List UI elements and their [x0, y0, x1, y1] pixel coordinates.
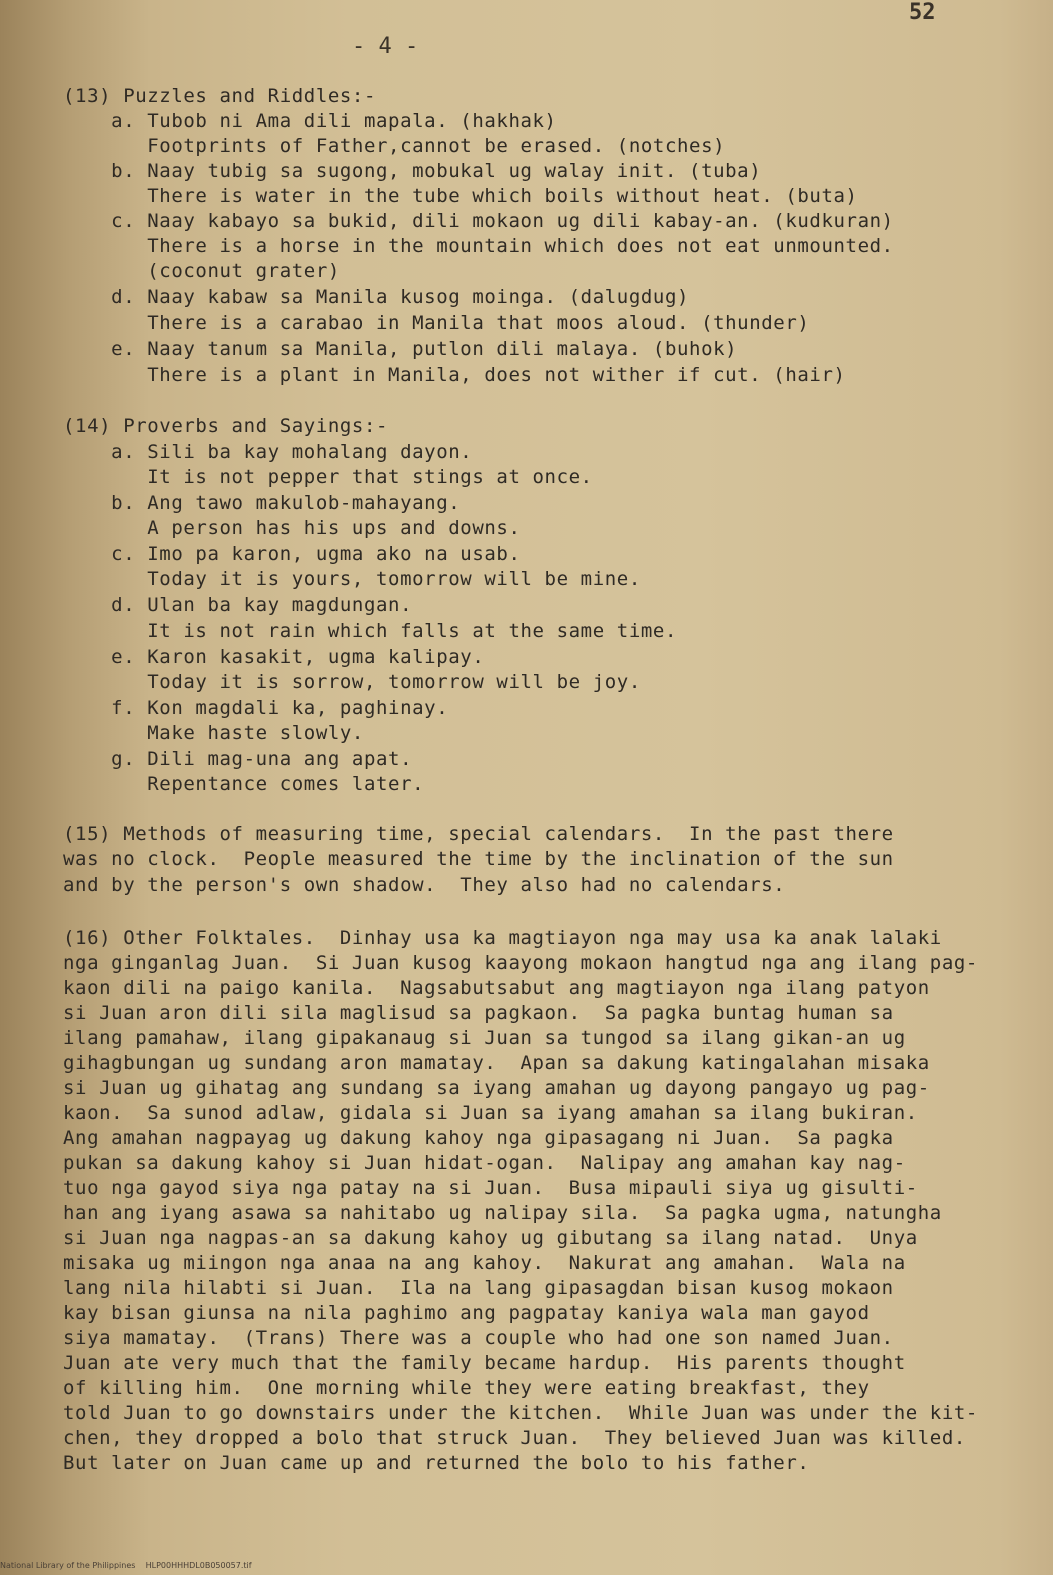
text-line: (14) Proverbs and Sayings:- — [63, 415, 389, 437]
text-line: e. Naay tanum sa Manila, putlon dili malaya. (buhok) — [63, 338, 738, 360]
text-line: and by the person's own shadow. They also had no calendars. — [63, 874, 786, 896]
text-line: pukan sa dakung kahoy si Juan hidat-ogan. Nalipay ang amahan kay nag- — [63, 1152, 906, 1174]
text-line: Today it is yours, tomorrow will be mine. — [63, 568, 641, 590]
text-line: chen, they dropped a bolo that struck Juan. They believed Juan was killed. — [63, 1427, 966, 1449]
text-line: si Juan nga nagpas-an sa dakung kahoy ug gibutang sa ilang natad. Unya — [63, 1227, 918, 1249]
text-line: Juan ate very much that the family became hardup. His parents thought — [63, 1352, 906, 1374]
footer-caption: National Library of the Philippines HLP00HHHDL0B050057.tif — [0, 1561, 252, 1570]
text-line: told Juan to go downstairs under the kitchen. While Juan was under the kit- — [63, 1402, 978, 1424]
text-line: d. Ulan ba kay magdungan. — [63, 594, 413, 616]
text-line: (16) Other Folktales. Dinhay usa ka magtiayon nga may usa ka anak lalaki — [63, 927, 942, 949]
text-line: There is a horse in the mountain which does not eat unmounted. — [63, 235, 894, 257]
text-line: kaon. Sa sunod adlaw, gidala si Juan sa iyang amahan sa ilang bukiran. — [63, 1102, 918, 1124]
text-line: Footprints of Father,cannot be erased. (notches) — [63, 135, 726, 157]
text-line: Make haste slowly. — [63, 722, 364, 744]
text-line: a. Tubob ni Ama dili mapala. (hakhak) — [63, 110, 557, 132]
text-line: siya mamatay. (Trans) There was a couple who had one son named Juan. — [63, 1327, 894, 1349]
text-line: (15) Methods of measuring time, special calendars. In the past there — [63, 823, 894, 845]
text-line: a. Sili ba kay mohalang dayon. — [63, 441, 473, 463]
text-line: nga ginganlag Juan. Si Juan kusog kaayong mokaon hangtud nga ang ilang pag- — [63, 952, 978, 974]
text-line: (coconut grater) — [63, 260, 340, 282]
section-marker: - 4 - — [352, 34, 419, 59]
text-line: han ang iyang asawa sa nahitabo ug nalipay sila. Sa pagka ugma, natungha — [63, 1202, 942, 1224]
text-line: si Juan ug gihatag ang sundang sa iyang amahan ug dayong pangayo ug pag- — [63, 1077, 930, 1099]
text-line: c. Imo pa karon, ugma ako na usab. — [63, 543, 521, 565]
text-line: There is a plant in Manila, does not wither if cut. (hair) — [63, 364, 846, 386]
text-line: d. Naay kabaw sa Manila kusog moinga. (dalugdug) — [63, 286, 690, 308]
text-line: c. Naay kabayo sa bukid, dili mokaon ug dili kabay-an. (kudkuran) — [63, 210, 894, 232]
text-line: Repentance comes later. — [63, 773, 425, 795]
text-line: tuo nga gayod siya nga patay na si Juan. Busa mipauli siya ug gisulti- — [63, 1177, 918, 1199]
text-line: Today it is sorrow, tomorrow will be joy. — [63, 671, 641, 693]
text-line: There is a carabao in Manila that moos aloud. (thunder) — [63, 312, 810, 334]
text-line: lang nila hilabti si Juan. Ila na lang gipasagdan bisan kusog mokaon — [63, 1277, 894, 1299]
page-number: 52 — [909, 0, 936, 25]
text-line: ilang pamahaw, ilang gipakanaug si Juan sa tungod sa ilang gikan-an ug — [63, 1027, 906, 1049]
text-line: Ang amahan nagpayag ug dakung kahoy nga gipasagang ni Juan. Sa pagka — [63, 1127, 894, 1149]
text-line: of killing him. One morning while they were eating breakfast, they — [63, 1377, 870, 1399]
text-line: gihagbungan ug sundang aron mamatay. Apan sa dakung katingalahan misaka — [63, 1052, 930, 1074]
text-line: b. Ang tawo makulob-mahayang. — [63, 492, 461, 514]
text-line: kaon dili na paigo kanila. Nagsabutsabut ang magtiayon nga ilang patyon — [63, 977, 930, 999]
text-line: b. Naay tubig sa sugong, mobukal ug walay init. (tuba) — [63, 160, 762, 182]
text-line: There is water in the tube which boils without heat. (buta) — [63, 185, 858, 207]
text-line: f. Kon magdali ka, paghinay. — [63, 697, 449, 719]
text-line: It is not pepper that stings at once. — [63, 466, 593, 488]
text-line: (13) Puzzles and Riddles:- — [63, 85, 377, 107]
text-line: g. Dili mag-una ang apat. — [63, 748, 413, 770]
text-line: kay bisan giunsa na nila paghimo ang pagpatay kaniya wala man gayod — [63, 1302, 870, 1324]
text-line: si Juan aron dili sila maglisud sa pagkaon. Sa pagka buntag human sa — [63, 1002, 894, 1024]
text-line: It is not rain which falls at the same time. — [63, 620, 677, 642]
text-line: e. Karon kasakit, ugma kalipay. — [63, 646, 485, 668]
text-line: misaka ug miingon nga anaa na ang kahoy. Nakurat ang amahan. Wala na — [63, 1252, 906, 1274]
text-line: But later on Juan came up and returned the bolo to his father. — [63, 1452, 810, 1474]
text-line: A person has his ups and downs. — [63, 517, 521, 539]
text-line: was no clock. People measured the time by the inclination of the sun — [63, 848, 894, 870]
